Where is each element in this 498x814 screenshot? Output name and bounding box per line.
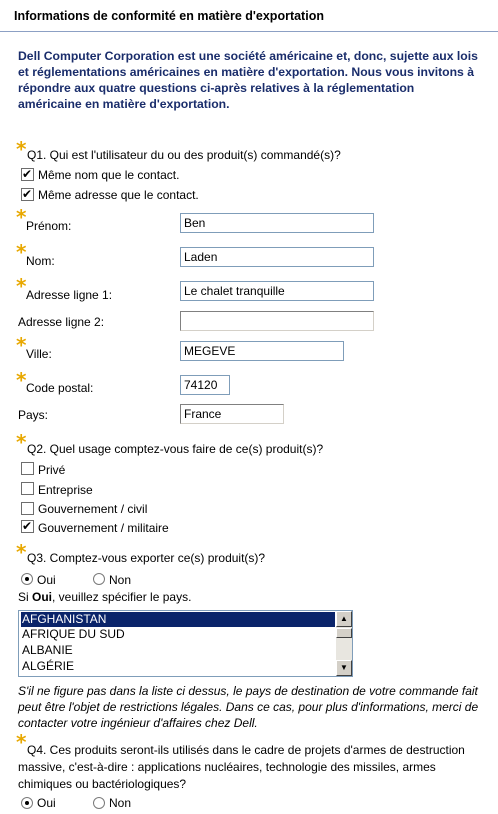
section-title: Informations de conformité en matière d'exportation xyxy=(14,9,324,23)
scroll-up-arrow-icon[interactable]: ▲ xyxy=(336,611,352,627)
q4-oui-radio[interactable] xyxy=(21,797,33,809)
q3-specify-country xyxy=(18,590,191,604)
required-star-icon: * xyxy=(16,240,27,264)
required-star-icon: * xyxy=(16,430,27,454)
prenom-label: Prénom: xyxy=(26,219,72,233)
listbox-scrollbar[interactable] xyxy=(336,611,352,676)
scrollbar-thumb[interactable] xyxy=(336,628,352,638)
pays-label: Pays: xyxy=(18,408,49,422)
required-star-icon: * xyxy=(16,333,27,357)
q3-oui-radio[interactable] xyxy=(21,573,33,585)
code-postal-label: Code postal: xyxy=(26,381,94,395)
checkmark-icon: ✔ xyxy=(22,167,33,181)
ville-label: Ville: xyxy=(26,347,52,361)
ville-input[interactable]: MEGEVE xyxy=(180,341,344,361)
same-address-checkbox[interactable] xyxy=(21,188,34,201)
country-option[interactable]: ALGÉRIE xyxy=(22,659,75,673)
adresse1-label: Adresse ligne 1: xyxy=(26,288,113,302)
usage-gouv-militaire-label: Gouvernement / militaire xyxy=(38,521,169,535)
usage-prive-label: Privé xyxy=(38,463,66,477)
adresse1-input[interactable]: Le chalet tranquille xyxy=(180,281,374,301)
q4-question: Q4. Ces produits seront-ils utilisés dans le cadre de projets d'armes de destruction massive, c'est-à-dire : applications nucléaires, technologie des missiles, armes chimiques ou bactériologiques? xyxy=(18,743,465,791)
radio-selected-dot-icon xyxy=(25,577,29,581)
specify-prefix: Si xyxy=(18,590,33,604)
checkmark-icon: ✔ xyxy=(22,519,33,533)
country-option[interactable]: ALBANIE xyxy=(22,643,73,657)
code-postal-input[interactable]: 74120 xyxy=(180,375,230,395)
q2-question: Q2. Quel usage comptez-vous faire de ce(s) produit(s)? xyxy=(27,442,324,456)
required-star-icon: * xyxy=(16,540,27,564)
q3-non-radio[interactable] xyxy=(93,573,105,585)
checkmark-icon: ✔ xyxy=(22,187,33,201)
usage-entreprise-checkbox[interactable] xyxy=(21,482,34,495)
same-name-checkbox[interactable] xyxy=(21,168,34,181)
q4-non-label: Non xyxy=(109,796,132,810)
pays-field: France xyxy=(180,404,284,424)
required-star-icon: * xyxy=(16,730,27,754)
same-name-label: Même nom que le contact. xyxy=(38,168,180,182)
q3-oui-label: Oui xyxy=(37,573,56,587)
restriction-note: S'il ne figure pas dans la liste ci dessus, le pays de destination de votre commande fait peut être l'objet de restrictions légales. Dans ce cas, pour plus d'informations, merci de contacter votre ingénieur d'affaires chez Dell. xyxy=(18,684,479,730)
q4-oui-label: Oui xyxy=(37,796,56,810)
usage-gouv-civil-checkbox[interactable] xyxy=(21,502,34,515)
nom-label: Nom: xyxy=(26,254,55,268)
nom-input[interactable]: Laden xyxy=(180,247,374,267)
required-star-icon: * xyxy=(16,137,27,161)
required-star-icon: * xyxy=(16,368,27,392)
adresse2-input[interactable] xyxy=(180,311,374,331)
adresse2-label: Adresse ligne 2: xyxy=(18,315,105,329)
scroll-down-arrow-icon[interactable]: ▼ xyxy=(336,660,352,676)
section-header xyxy=(0,6,498,32)
same-address-label: Même adresse que le contact. xyxy=(38,188,199,202)
specify-suffix: , veuillez spécifier le pays. xyxy=(52,590,192,604)
country-option[interactable]: AFRIQUE DU SUD xyxy=(22,627,125,641)
radio-selected-dot-icon xyxy=(25,801,29,805)
q1-question: Q1. Qui est l'utilisateur du ou des produit(s) commandé(s)? xyxy=(27,148,341,162)
usage-prive-checkbox[interactable] xyxy=(21,462,34,475)
q3-non-label: Non xyxy=(109,573,132,587)
specify-bold: Oui xyxy=(32,590,53,604)
q3-question: Q3. Comptez-vous exporter ce(s) produit(s)? xyxy=(27,551,266,565)
q4-non-radio[interactable] xyxy=(93,797,105,809)
country-listbox[interactable] xyxy=(18,610,353,677)
usage-entreprise-label: Entreprise xyxy=(38,483,93,497)
usage-gouv-militaire-checkbox[interactable] xyxy=(21,520,34,533)
prenom-input[interactable]: Ben xyxy=(180,213,374,233)
country-option[interactable]: AFGHANISTAN xyxy=(21,612,335,627)
usage-gouv-civil-label: Gouvernement / civil xyxy=(38,502,148,516)
required-star-icon: * xyxy=(16,274,27,298)
required-star-icon: * xyxy=(16,205,27,229)
intro-text: Dell Computer Corporation est une société américaine et, donc, sujette aux lois et réglementations américaines en matière d'exportation. Nous vous invitons à répondre aux quatre questions ci-après relatives à la réglementation américaine en matière d'exportation. xyxy=(18,49,478,111)
